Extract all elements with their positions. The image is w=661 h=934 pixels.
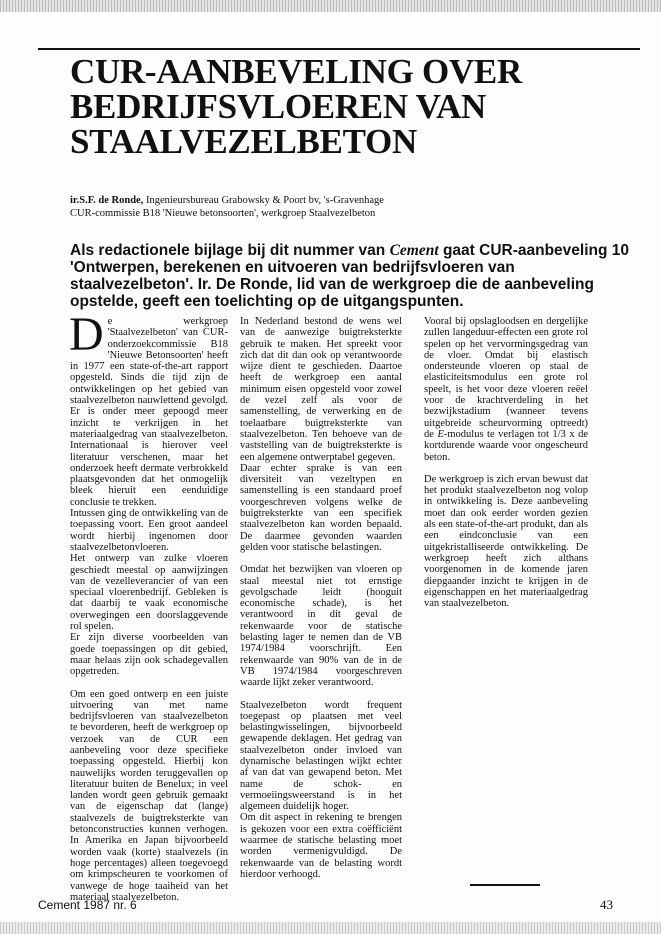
- bottom-scan-strip: [0, 922, 661, 934]
- author-block: [70, 194, 640, 220]
- intro-after: gaat CUR-aanbeveling 10 'Ontwerpen, berekenen en uitvoeren van bedrijfsvloeren van staalvezelbeton'. Ir. De Ronde, lid van de werkgroep die de aanbeveling opstelde, geeft een toelichting op de uitgangspunten.: [70, 242, 630, 310]
- journal-footer: Cement 1987 nr. 6: [38, 898, 137, 912]
- author-affiliation: Ingenieursbureau Grabowsky & Poort bv, 's-Gravenhage: [143, 195, 384, 206]
- title-line-1: CUR-AANBEVELING OVER: [70, 52, 522, 91]
- title-line-2: BEDRIJFSVLOEREN VAN: [70, 87, 487, 126]
- intro-lead: [70, 242, 638, 310]
- paragraph: Vooral bij opslagloodsen en dergelijke zullen langeduur-effecten een grote rol spelen op het vervormingsgedrag van de vloer. Omdat bij elastisch ondersteunde vloeren op staal de elasticiteitsmodulus een grote rol speelt, is het voor deze vloeren reëel voor de krachtverdeling in het bezwijkstadium (wanneer tevens uitgebreide scheurvorming optreedt) de E-modulus te verlagen tot 1/3 x de kortdurende waarde voor ongescheurd beton.: [424, 316, 588, 463]
- paragraph: De werkgroep is zich ervan bewust dat het produkt staalvezelbeton nog volop in ontwikkeling is. Deze aanbeveling moet dan ook eerder worden gezien als een state-of-the-art produkt, dan als een eindconclusie van een uitgekristalliseerde ontwikkeling. De werkgroep heeft zich althans voorgenomen in de komende jaren diepgaander inzicht te krijgen in de eigenschappen en het materiaalgedrag van staalvezelbeton.: [424, 473, 588, 610]
- title-rule: [38, 48, 640, 50]
- paragraph: In Nederland bestond de wens wel van de aanwezige buigtreksterkte gebruik te maken. Het spreekt voor zich dat dit dan ook op verantwoorde wijze dient te geschieden. Daartoe heeft de werkgroep een aantal minimum eisen opgesteld voor zowel de vezel zelf als voor de samenstelling, de verwerking en de toelaatbare buigtreksterkte van staalvezelbeton. Ten behoeve van de vaststelling van de buigtreksterkte is een algemene ontwerptabel gegeven.: [240, 316, 402, 463]
- title-line-3: STAALVEZELBETON: [70, 122, 417, 161]
- paragraph: Het ontwerp van zulke vloeren geschiedt meestal op aanwijzingen van de vezelleverancier of van een speciaal vloerenbedrijf. Gebleken is dat daarbij te vaak economische overwegingen een doorslaggevende rol spelen.: [70, 553, 228, 633]
- paragraph: Om dit aspect in rekening te brengen is gekozen voor een extra coëfficiënt waarmee de statische belasting moet worden vermenigvuldigd. De rekenwaarde van de belasting wordt hierdoor verhoogd.: [240, 812, 402, 880]
- author-name: ir.S.F. de Ronde,: [70, 195, 144, 206]
- paragraph: Om een goed ontwerp en een juiste uitvoering van met name bedrijfsvloeren van staalvezelbeton te bevorderen, heeft de werkgroep op verzoek van de CUR een aanbeveling voor deze specifieke toepassing opgesteld. Hierbij kon nauwelijks worden teruggevallen op literatuur buiten de Benelux; in veel landen wordt geen gebruik gemaakt van de eigenschap dat (lange) staalvezels de buigtreksterkte van betonconstructies kunnen verhogen. In Amerika en Japan bijvoorbeeld worden vaak (korte) staalvezels (in hoge percentages) alleen toegevoegd om krimpscheuren te voorkomen of vanwege de hoge taaiheid van het materiaal staalvezelbeton.: [70, 688, 228, 903]
- body-column-1: [69, 308, 228, 903]
- paragraph: Intussen ging de ontwikkeling van de toepassing voort. Een groot aandeel wordt hierbij ingenomen door staalvezelbetonvloeren.: [70, 508, 228, 553]
- paragraph: Staalvezelbeton wordt frequent toegepast op plaatsen met veel belastingwisselingen, bijvoorbeeld gewapende deklagen. Het gedrag van staalvezelbeton onder invloed van dynamische belastingen wijkt echter af van dat van gewapend beton. Met name de schok- en vermoeiingsweerstand is in het algemeen duidelijk hoger.: [240, 699, 402, 813]
- intro-journal-name: Cement: [389, 242, 439, 259]
- paragraph: Omdat het bezwijken van vloeren op staal meestal niet tot ernstige gevolgschade leidt (hooguit economische schade), is het verantwoord in dit geval de rekenwaarde voor de statische belasting lager te nemen dan de VB 1974/1984 voorschrijft. Een rekenwaarde van 90% van de in de VB 1974/1984 voorgeschreven waarde lijkt zeker verantwoord.: [240, 564, 402, 689]
- top-scan-strip: [0, 0, 661, 12]
- page-number: 43: [600, 897, 613, 912]
- paragraph: Er zijn diverse voorbeelden van goede toepassingen op dit gebied, maar helaas zijn ook schadegevallen opgetreden.: [70, 632, 228, 678]
- emodulus-symbol: E: [437, 428, 444, 440]
- paragraph: Daar echter sprake is van een diversiteit van vezeltypen en samenstelling is een standaard proef voorgeschreven volgens welke de buigtreksterkte van een specifiek staalvezelbeton kan worden bepaald. De daarmee gevonden waarden gelden voor statische belastingen.: [240, 462, 402, 553]
- drop-cap: D: [69, 308, 104, 361]
- body-column-3: [424, 316, 588, 609]
- article-end-rule: [470, 884, 540, 886]
- author-commission: CUR-commissie B18 'Nieuwe betonsoorten', werkgroep Staalvezelbeton: [70, 208, 376, 219]
- paragraph: De werkgroep 'Staalvezelbeton' van CUR-onderzoekcommissie B18 'Nieuwe Betonsoorten' heeft in 1977 een state-of-the-art rapport opgesteld. Sinds die tijd zijn de ontwikkelingen op het gebied van staalvezelbeton nauwlettend gevolgd. Er is onder meer gepoogd meer inzicht te verkrijgen in het materiaalgedrag van staalvezelbeton. Internationaal is hierover veel literatuur verschenen, maar het onderzoek heeft dermate verbrokkeld plaatsgevonden dat het onmogelijk bleek hieruit een eenduidige conclusie te trekken.: [69, 308, 228, 508]
- intro-before: Als redactionele bijlage bij dit nummer van: [70, 242, 390, 259]
- body-column-2: [240, 316, 402, 880]
- article-title: [70, 54, 630, 159]
